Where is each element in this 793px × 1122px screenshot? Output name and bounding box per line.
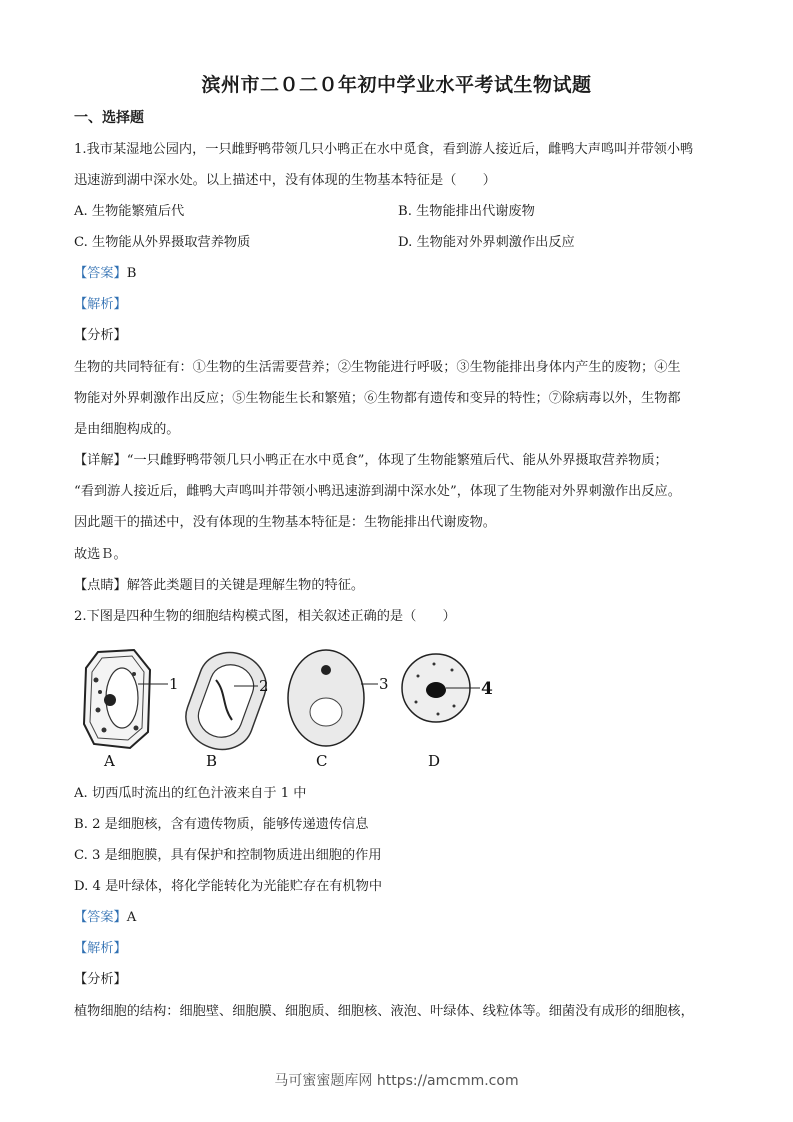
- cell-diagram-figure: [76, 640, 516, 775]
- animal-cell-d: [402, 654, 493, 770]
- bacterium-cell-b: [177, 643, 274, 770]
- q1-answer: [74, 264, 724, 284]
- label-d: D: [428, 752, 441, 770]
- answer-value: B: [126, 266, 137, 281]
- q1-option-c: C. 生物能从外界摄取营养物质: [74, 235, 251, 250]
- label-3: 3: [379, 675, 389, 693]
- q1-conclusion: 故选Ｂ。: [74, 547, 127, 562]
- label-a: A: [104, 752, 115, 770]
- page-title: 滨州市二０二０年初中学业水平考试生物试题: [201, 74, 592, 96]
- plant-cell-a: [84, 650, 179, 770]
- site-footer[interactable]: 马可蜜蜜题库网 https://amcmm.com: [274, 1073, 519, 1089]
- q2-fenxi-line-1: 植物细胞的结构：细胞壁、细胞膜、细胞质、细胞核、液泡、叶绿体、线粒体等。细菌没有成形的细胞核，: [74, 1004, 694, 1019]
- q1-stem-line-1: 1.我市某湿地公园内，一只雌野鸭带领几只小鸭正在水中觅食，看到游人接近后，雌鸭大声鸣叫并带领小鸭: [74, 142, 694, 157]
- q1-tip: 【点睛】解答此类题目的关键是理解生物的特征。: [74, 578, 365, 593]
- q2-option-d: D. 4 是叶绿体，将化学能转化为光能贮存在有机物中: [74, 879, 383, 894]
- q1-fenxi-line-3: 是由细胞构成的。: [74, 422, 180, 437]
- q1-fenxi-line-1: 生物的共同特征有：①生物的生活需要营养；②生物能进行呼吸；③生物能排出身体内产生的废物；④生: [74, 360, 681, 375]
- answer-tag: 【答案】: [74, 266, 127, 281]
- label-c: C: [316, 752, 328, 770]
- q2-answer: [74, 908, 724, 928]
- q1-stem-line-2: 迅速游到湖中深水处。以上描述中，没有体现的生物基本特征是（ ）: [74, 173, 496, 188]
- q2-option-a: A. 切西瓜时流出的红色汁液来自于 1 中: [74, 786, 307, 801]
- q1-fenxi-line-2: 物能对外界刺激作出反应；⑤生物能生长和繁殖；⑥生物都有遗传和变异的特性；⑦除病毒以外，生物都: [74, 391, 681, 406]
- q2-option-b: B. 2 是细胞核，含有遗传物质，能够传递遗传信息: [74, 817, 369, 832]
- q2-stem: 2.下图是四种生物的细胞结构模式图，相关叙述正确的是（ ）: [74, 609, 456, 624]
- q2-option-c: C. 3 是细胞膜，具有保护和控制物质进出细胞的作用: [74, 848, 382, 863]
- q1-option-d: D. 生物能对外界刺激作出反应: [398, 235, 575, 250]
- answer-value: A: [126, 910, 137, 925]
- q1-option-a: A. 生物能繁殖后代: [74, 204, 185, 219]
- answer-tag: 【答案】: [74, 910, 127, 925]
- q1-xiangjie-line-2: “看到游人接近后，雌鸭大声鸣叫并带领小鸭迅速游到湖中深水处”，体现了生物能对外界刺激作出反应。: [74, 484, 681, 499]
- q2-analysis-tag: 【解析】: [74, 941, 127, 956]
- q1-xiangjie-line-1: 【详解】“一只雌野鸭带领几只小鸭正在水中觅食”，体现了生物能繁殖后代、能从外界摄取营养物质；: [74, 453, 668, 468]
- yeast-cell-c: [288, 650, 389, 770]
- q1-xiangjie-line-3: 因此题干的描述中，没有体现的生物基本特征是：生物能排出代谢废物。: [74, 515, 496, 530]
- label-4: 4: [481, 679, 493, 699]
- label-1: 1: [169, 675, 179, 693]
- q1-fenxi-tag: 【分析】: [74, 328, 127, 343]
- section-heading: 一、选择题: [74, 110, 144, 126]
- q1-analysis-tag: 【解析】: [74, 297, 127, 312]
- label-2: 2: [259, 677, 269, 695]
- q1-option-b: B. 生物能排出代谢废物: [398, 204, 535, 219]
- q2-fenxi-tag: 【分析】: [74, 972, 127, 987]
- label-b: B: [206, 752, 218, 770]
